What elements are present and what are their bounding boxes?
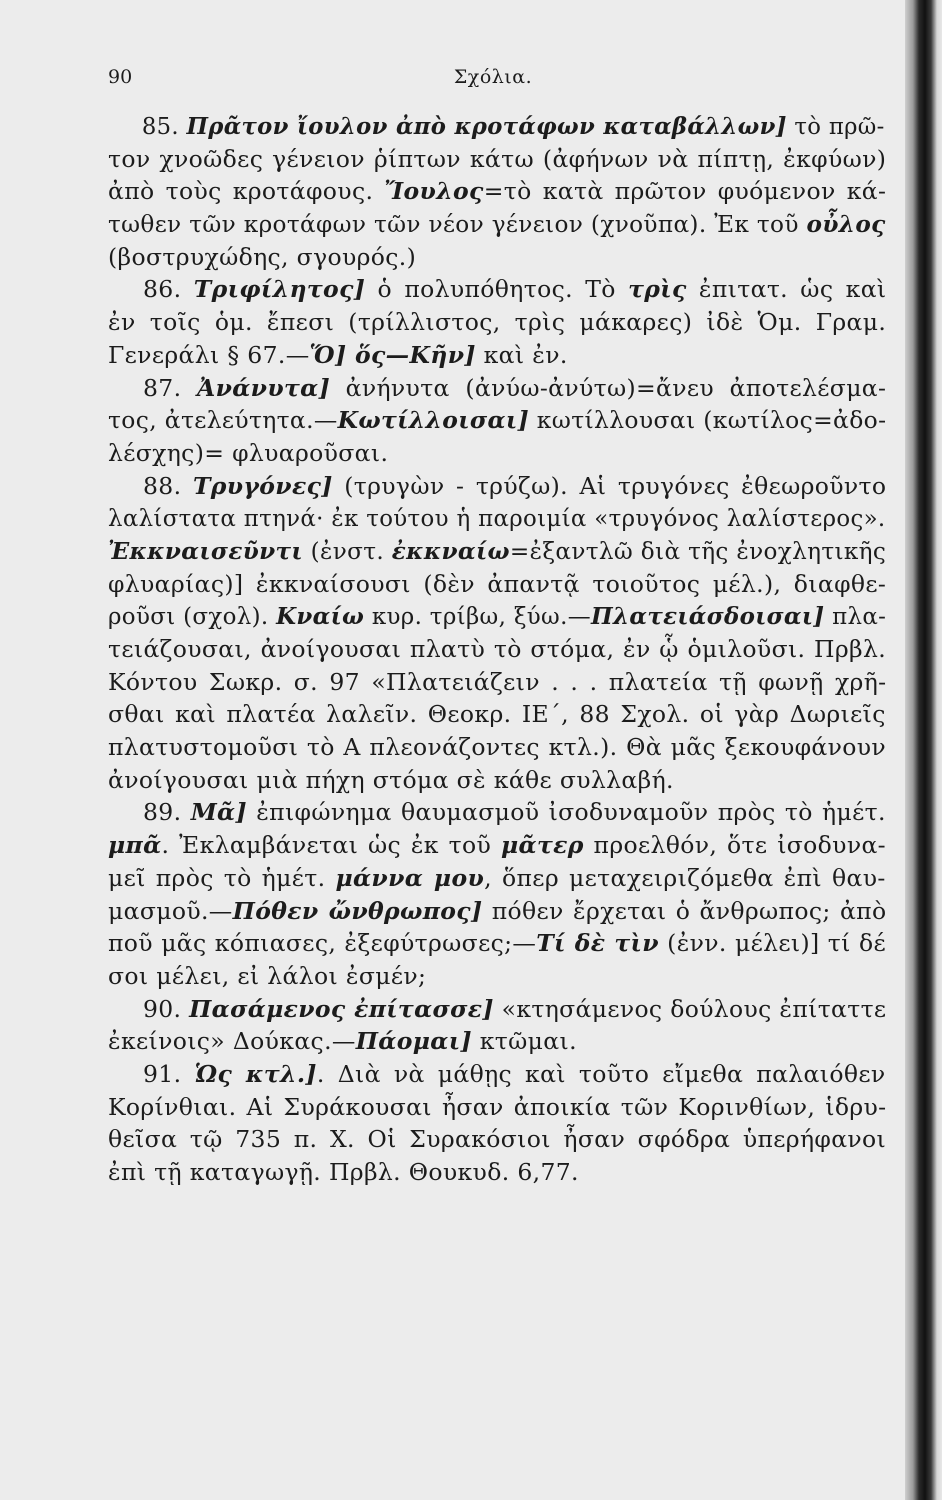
lemma-text: Πάομαι]	[355, 1027, 472, 1056]
text-line	[108, 1123, 886, 1156]
body-text: «κτησάμενος δούλους ἐπίταττε	[493, 994, 887, 1023]
body-text: ἐν τοῖς ὁμ. ἔπεσι (τρίλλιστος, τρὶς μάκαρες) ἰδὲ Ὁμ. Γραμ.	[108, 308, 887, 337]
page-number: 90	[108, 66, 133, 88]
body-text: (ἐνν. μέλει)] τί δέ	[658, 929, 886, 958]
text-line	[108, 829, 886, 862]
text-line	[108, 208, 886, 241]
text-line	[108, 241, 886, 274]
body-text: πλατυστομοῦσι τὸ Α πλεονάζοντες κτλ.). Θὰ μᾶς ξεκουφάνουν	[108, 733, 887, 762]
text-line	[108, 862, 886, 895]
lemma-text: Πλατειάσδοισαι]	[590, 602, 825, 631]
body-text: ροῦσι (σχολ).	[108, 602, 277, 631]
body-text: (βοστρυχώδης, σγουρός.)	[108, 242, 417, 271]
body-text: σθαι καὶ πλατέα λαλεῖν. Θεοκρ. ΙΕ΄, 88 Σχολ. οἱ γὰρ Δωριεῖς	[108, 700, 886, 729]
text-line	[108, 568, 886, 601]
body-text: σοι μέλει, εἰ λάλοι ἐσμέν;	[108, 961, 427, 990]
text-line	[108, 1156, 886, 1189]
body-text: ἐπιφώνημα θαυμασμοῦ ἰσοδυναμοῦν πρὸς τὸ ἡμέτ.	[246, 798, 886, 827]
body-text: ἐπιτατ. ὡς καὶ	[686, 275, 887, 304]
text-line	[108, 666, 886, 699]
lemma-text: Τί δὲ τὶν	[536, 929, 659, 958]
body-text: , ὅπερ μεταχειριζόμεθα ἐπὶ θαυ-	[484, 863, 886, 892]
text-line	[108, 796, 886, 829]
text-line	[108, 600, 887, 633]
lemma-text: Πρᾶτον ἴουλον ἀπὸ κροτάφων καταβάλλων]	[186, 112, 787, 140]
text-line	[108, 502, 886, 535]
lemma-text: Κναίω	[276, 602, 365, 631]
body-text: ποῦ μᾶς κόπιασες, ἐξεφύτρωσες;—	[108, 929, 537, 958]
body-text: φλυαρίας)] ἐκκναίσουσι (δὲν ἀπαντᾷ τοιοῦτος μέλ.), διαφθε-	[108, 569, 887, 598]
text-line	[108, 895, 886, 928]
text-line	[108, 470, 886, 503]
body-text: Κόντου Σωκρ. σ. 97 «Πλατειάζειν . . . πλατεία τῇ φωνῇ χρῆ-	[108, 667, 887, 696]
body-text: τον χνοῶδες γένειον ῥίπτων κάτω (ἀφήνων νὰ πίπτῃ, ἐκφύων)	[108, 144, 887, 173]
lemma-text: οὖλος	[806, 210, 886, 239]
body-text: 86.	[143, 275, 194, 304]
body-text: τος, ἀτελεύτητα.—	[108, 406, 338, 435]
body-text: 89.	[143, 798, 191, 827]
lemma-text: Κωτίλλοισαι]	[337, 406, 530, 435]
lemma-text: Ἐκκναισεῦντι	[108, 536, 303, 565]
body-text: ἀπὸ τοὺς κροτάφους.	[108, 177, 385, 206]
body-text: 85.	[141, 112, 187, 140]
lemma-text: Τριφίλητος]	[193, 275, 366, 304]
text-line	[108, 764, 886, 797]
text-line	[108, 1058, 886, 1091]
lemma-text: Ἴουλος	[384, 177, 484, 206]
body-text: ἐκείνοις» Δούκας.—	[108, 1027, 356, 1056]
lemma-text: Πασάμενος ἐπίτασσε]	[189, 994, 494, 1023]
body-text: 91.	[143, 1059, 195, 1088]
body-text: =τὸ κατὰ πρῶτον φυόμενον κά-	[483, 177, 887, 206]
body-text: κυρ. τρίβω, ξύω.—	[364, 602, 591, 631]
body-text: πλα-	[824, 602, 887, 631]
body-text: θεῖσα τῷ 735 π. Χ. Οἱ Συρακόσιοι ἦσαν σφόδρα ὑπερήφανοι	[108, 1125, 887, 1154]
body-text: κτῶμαι.	[471, 1027, 577, 1056]
text-line	[108, 1091, 886, 1124]
body-text: λέσχης)= φλυαροῦσαι.	[108, 438, 389, 467]
page-gutter-shadow	[905, 0, 942, 1500]
text-line	[108, 698, 886, 731]
body-text: προελθόν, ὅτε ἰσοδυνα-	[583, 831, 886, 860]
body-text: Γενεράλι § 67.—	[108, 340, 310, 369]
lemma-text: μάννα μου	[335, 863, 485, 892]
text-line	[108, 404, 887, 437]
lemma-text: τρὶς	[628, 275, 687, 304]
body-text: 87.	[143, 373, 197, 402]
body-text: τωθεν τῶν κροτάφων τῶν νέον γένειον (χνοῦπα). Ἐκ τοῦ	[108, 210, 807, 239]
body-text: (τρυγὼν - τρύζω). Αἱ τρυγόνες ἐθεωροῦντο	[332, 471, 887, 500]
lemma-text: Ὡς κτλ.]	[194, 1059, 317, 1088]
body-text: . Ἐκλαμβάνεται ὡς ἐκ τοῦ	[161, 831, 501, 860]
body-text: λαλίστατα πτηνά· ἐκ τούτου ἡ παροιμία «τρυγόνος λαλίστερος».	[108, 504, 886, 533]
body-text: . Διὰ νὰ μάθῃς καὶ τοῦτο εἴμεθα παλαιόθεν	[316, 1059, 886, 1088]
lemma-text: Μᾶ]	[190, 798, 247, 827]
body-text: ἀνοίγουσαι μιὰ πήχη στόμα σὲ κάθε συλλαβή.	[108, 765, 674, 794]
lemma-text: Ὅ] ὅς—Κῆν]	[309, 340, 476, 369]
text-line	[108, 993, 885, 1026]
body-text: μασμοῦ.—	[108, 896, 233, 925]
body-text: ἐπὶ τῇ καταγωγῇ. Πρβλ. Θουκυδ. 6,77.	[108, 1158, 579, 1186]
text-line	[108, 175, 886, 208]
text-line	[108, 437, 886, 470]
body-text: ἀνήνυτα (ἀνύω-ἀνύτω)=ἄνευ ἀποτελέσμα-	[330, 373, 887, 402]
text-line	[108, 731, 886, 764]
body-text: τὸ πρῶ-	[786, 112, 885, 140]
lemma-text: ἐκκναίω	[391, 536, 510, 565]
text-line	[108, 372, 886, 405]
body-text: κωτίλλουσαι (κωτίλος=ἀδο-	[529, 406, 887, 435]
lemma-text: Τρυγόνες]	[192, 471, 333, 500]
section-title: Σχόλια.	[453, 66, 533, 88]
running-head	[108, 62, 878, 92]
body-text: 88.	[143, 471, 193, 500]
lemma-text: μπᾶ	[108, 831, 162, 860]
body-text: 90.	[142, 994, 190, 1023]
text-line	[108, 273, 886, 306]
lemma-text: Ἀνάνυτα]	[197, 373, 331, 402]
body-text: (ἐνστ.	[302, 536, 392, 565]
commentary-text	[108, 110, 886, 1189]
text-line	[108, 633, 886, 666]
body-text: μεῖ πρὸς τὸ ἡμέτ.	[108, 863, 336, 892]
text-line	[108, 535, 887, 568]
text-line	[108, 110, 885, 143]
text-line	[108, 1025, 886, 1058]
body-text: Κορίνθιαι. Αἱ Συράκουσαι ἦσαν ἀποικία τῶν Κορινθίων, ἱδρυ-	[108, 1092, 887, 1121]
text-line	[108, 143, 886, 176]
text-line	[108, 960, 886, 993]
body-text: τειάζουσαι, ἀνοίγουσαι πλατὺ τὸ στόμα, ἐν ᾧ ὁμιλοῦσι. Πρβλ.	[108, 635, 887, 663]
text-line	[108, 306, 886, 339]
lemma-text: μᾶτερ	[500, 831, 584, 860]
lemma-text: Πόθεν ὤνθρωπος]	[232, 896, 483, 925]
body-text: =ἐξαντλῶ διὰ τῆς ἐνοχλητικῆς	[509, 536, 887, 565]
body-text: καὶ ἐν.	[475, 340, 568, 369]
body-text: πόθεν ἔρχεται ὁ ἄνθρωπος; ἀπὸ	[482, 896, 887, 925]
body-text: ὁ πολυπόθητος. Τὸ	[365, 275, 629, 304]
text-line	[108, 927, 886, 960]
text-line	[108, 339, 886, 372]
